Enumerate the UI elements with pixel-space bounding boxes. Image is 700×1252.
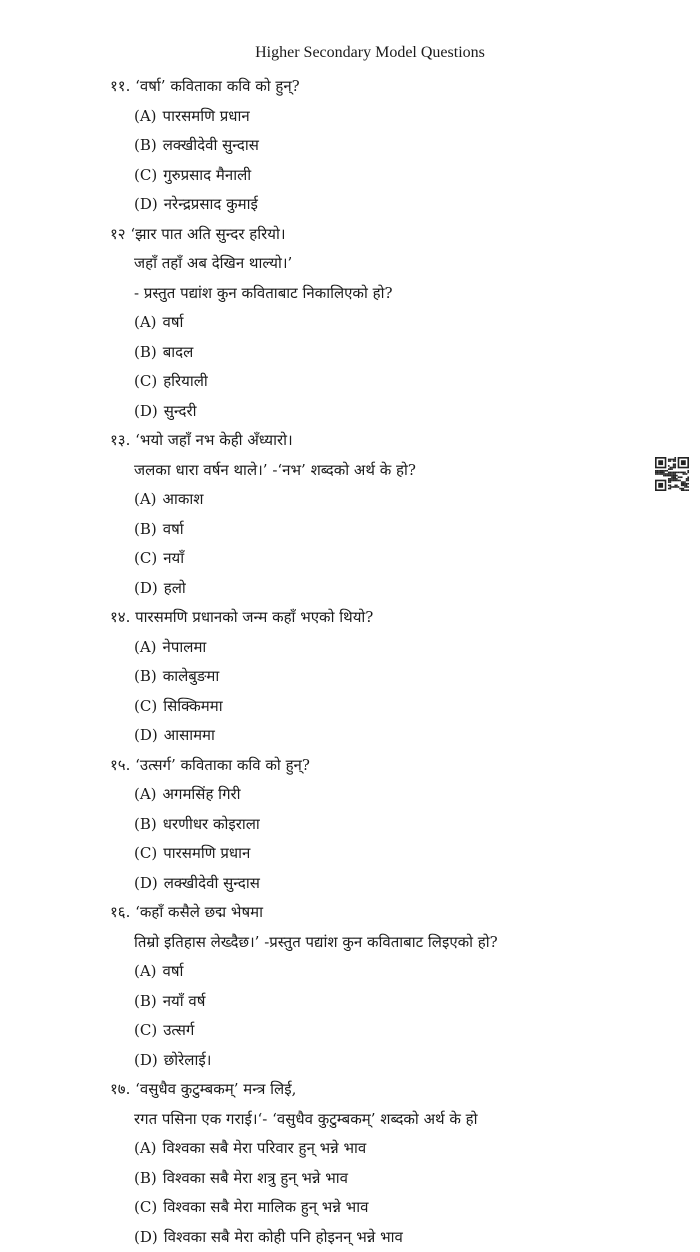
option-key: (C) — [134, 697, 157, 715]
option-text: हरियाली — [163, 372, 208, 390]
option-key: (A) — [134, 638, 157, 656]
answer-option — [134, 1046, 335, 1076]
answer-option — [134, 1164, 530, 1194]
answer-option — [134, 161, 335, 191]
answer-option — [134, 131, 335, 161]
option-text: सिक्किममा — [163, 697, 222, 715]
option-key: (B) — [134, 520, 157, 538]
option-text: विश्वका सबै मेरा कोही पनि होइनन् भन्ने भाव — [164, 1228, 403, 1246]
options-group — [110, 633, 530, 751]
question-block — [110, 603, 530, 751]
option-key: (D) — [134, 874, 158, 892]
answer-option — [134, 780, 335, 810]
options-group — [110, 780, 530, 898]
option-key: (C) — [134, 844, 157, 862]
option-text: वर्षा — [163, 313, 184, 331]
option-text: विश्वका सबै मेरा शत्रु हुन् भन्ने भाव — [163, 1169, 348, 1187]
question-block — [110, 220, 530, 427]
option-text: नयाँ वर्ष — [163, 992, 206, 1010]
option-key: (C) — [134, 166, 157, 184]
question-continuation: जहाँ तहाँ अब देखिन थाल्यो।’ — [110, 249, 530, 279]
question-text: १४. पारसमणि प्रधानको जन्म कहाँ भएको थियो? — [110, 603, 530, 633]
option-key: (D) — [134, 726, 158, 744]
answer-option — [134, 692, 335, 722]
answer-option — [134, 338, 335, 368]
answer-option — [134, 1223, 530, 1252]
option-key: (A) — [134, 785, 157, 803]
question-block — [110, 751, 530, 899]
option-text: विश्वका सबै मेरा परिवार हुन् भन्ने भाव — [163, 1139, 367, 1157]
question-continuation: जलका धारा वर्षन थाले।’ -‘नभ’ शब्दको अर्थ के हो? — [110, 456, 530, 486]
answer-option — [134, 397, 335, 427]
answer-option — [134, 987, 335, 1017]
option-key: (A) — [134, 313, 157, 331]
option-text: विश्वका सबै मेरा मालिक हुन् भन्ने भाव — [163, 1198, 368, 1216]
question-list — [110, 72, 530, 1252]
question-text: १२ ‘झार पात अति सुन्दर हरियो। — [110, 220, 530, 250]
option-key: (B) — [134, 667, 157, 685]
option-text: नयाँ — [163, 549, 184, 567]
option-key: (C) — [134, 549, 157, 567]
question-block — [110, 72, 530, 220]
option-key: (A) — [134, 490, 157, 508]
option-key: (B) — [134, 815, 157, 833]
option-text: कालेबुङमा — [163, 667, 220, 685]
option-key: (B) — [134, 992, 157, 1010]
page-header — [0, 44, 700, 62]
option-text: गुरुप्रसाद मैनाली — [163, 166, 251, 184]
answer-option — [134, 190, 335, 220]
question-text: १६. ‘कहाँ कसैले छद्म भेषमा — [110, 898, 530, 928]
qr-code-icon — [655, 457, 689, 491]
options-group — [110, 308, 530, 426]
option-key: (B) — [134, 343, 157, 361]
option-key: (A) — [134, 107, 157, 125]
option-text: धरणीधर कोइराला — [163, 815, 260, 833]
answer-option — [134, 308, 335, 338]
option-text: बादल — [163, 343, 194, 361]
answer-option — [134, 721, 335, 751]
option-text: आसाममा — [164, 726, 215, 744]
options-group — [110, 957, 530, 1075]
option-text: हलो — [164, 579, 186, 597]
option-key: (B) — [134, 136, 157, 154]
option-key: (D) — [134, 195, 158, 213]
question-continuation: रगत पसिना एक गराई।‘- ‘वसुधैव कुटुम्बकम्’ शब्दको अर्थ के हो — [110, 1105, 530, 1135]
options-group — [110, 102, 530, 220]
option-text: वर्षा — [163, 962, 184, 980]
option-text: सुन्दरी — [164, 402, 197, 420]
option-key: (D) — [134, 1051, 158, 1069]
option-text: उत्सर्ग — [163, 1021, 194, 1039]
option-key: (D) — [134, 402, 158, 420]
answer-option — [134, 485, 335, 515]
option-text: नरेन्द्रप्रसाद कुमाई — [164, 195, 258, 213]
option-key: (A) — [134, 1139, 157, 1157]
answer-option — [134, 810, 335, 840]
option-key: (D) — [134, 1228, 158, 1246]
answer-option — [134, 544, 335, 574]
question-continuation: - प्रस्तुत पद्यांश कुन कविताबाट निकालिएको हो? — [110, 279, 530, 309]
options-group — [110, 1134, 530, 1252]
option-text: छोरेलाई। — [164, 1051, 212, 1069]
option-text: लक्खीदेवी सुन्दास — [164, 874, 260, 892]
answer-option — [134, 957, 335, 987]
option-text: आकाश — [163, 490, 204, 508]
option-key: (D) — [134, 579, 158, 597]
option-key: (C) — [134, 372, 157, 390]
question-continuation: तिम्रो इतिहास लेख्दैछ।’ -प्रस्तुत पद्यांश कुन कविताबाट लिइएको हो? — [110, 928, 530, 958]
question-block — [110, 426, 530, 603]
option-text: अगमसिंह गिरी — [163, 785, 241, 803]
answer-option — [134, 869, 335, 899]
question-text: १३. ‘भयो जहाँ नभ केही अँध्यारो। — [110, 426, 530, 456]
question-text: १७. ‘वसुधैव कुटुम्बकम्’ मन्त्र लिई, — [110, 1075, 530, 1105]
answer-option — [134, 662, 335, 692]
option-text: पारसमणि प्रधान — [163, 844, 250, 862]
option-text: वर्षा — [163, 520, 184, 538]
option-text: नेपालमा — [163, 638, 207, 656]
answer-option — [134, 515, 335, 545]
answer-option — [134, 633, 335, 663]
answer-option — [134, 102, 335, 132]
option-key: (A) — [134, 962, 157, 980]
option-text: पारसमणि प्रधान — [163, 107, 250, 125]
question-text: १५. ‘उत्सर्ग’ कविताका कवि को हुन्? — [110, 751, 530, 781]
answer-option — [134, 1193, 530, 1223]
option-key: (C) — [134, 1198, 157, 1216]
answer-option — [134, 1134, 530, 1164]
answer-option — [134, 1016, 335, 1046]
question-text: ११. ‘वर्षा’ कविताका कवि को हुन्? — [110, 72, 530, 102]
option-text: लक्खीदेवी सुन्दास — [163, 136, 259, 154]
option-key: (B) — [134, 1169, 157, 1187]
option-key: (C) — [134, 1021, 157, 1039]
answer-option — [134, 839, 335, 869]
question-block — [110, 898, 530, 1075]
options-group — [110, 485, 530, 603]
question-block — [110, 1075, 530, 1252]
answer-option — [134, 367, 335, 397]
answer-option — [134, 574, 335, 604]
page-title: Higher Secondary Model Questions — [255, 44, 485, 61]
